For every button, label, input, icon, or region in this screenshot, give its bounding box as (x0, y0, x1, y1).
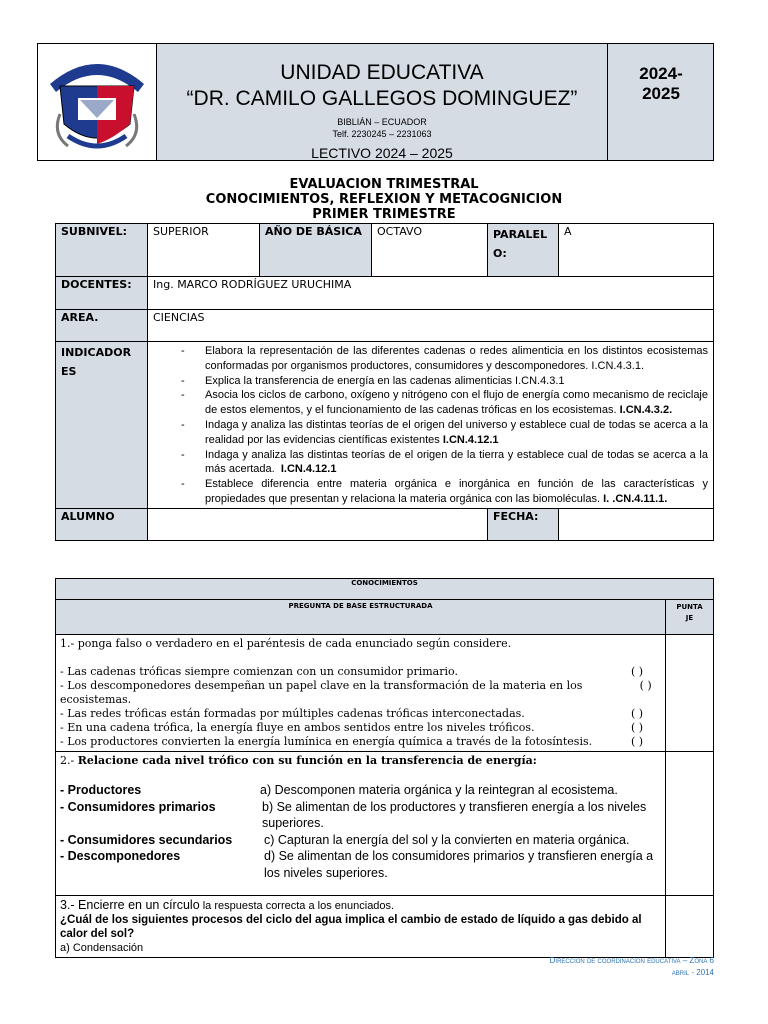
col-points-header (666, 600, 714, 635)
answer-parentheses[interactable]: ( ) (631, 707, 644, 720)
q1-points-cell[interactable] (666, 635, 714, 752)
school-name-line1: UNIDAD EDUCATIVA (280, 61, 484, 84)
q1-prompt: 1.- ponga falso o verdadero en el paréntesis de cada enunciado según considere. (60, 637, 512, 650)
q2-pair: - Productores a) Descomponen materia orgánica y la reintegran al ecosistema. (60, 783, 618, 797)
question-3 (56, 896, 666, 958)
q2-prompt: 2.- Relacione cada nivel trófico con su función en la transferencia de energía: (60, 754, 537, 767)
col-points-line2: JE (685, 614, 694, 622)
exam-title-line2: CONOCIMIENTOS, REFLEXION Y METACOGNICION (205, 192, 563, 207)
alumno-field[interactable] (148, 508, 488, 540)
q2-pair: - Consumidores secundarios c) Capturan la energía del sol y la convierten en materia orgánica. (60, 832, 630, 847)
indicadores-label (56, 342, 148, 509)
q3-prompt: 3.- Encierre en un círculo la respuesta correcta a los enunciados. (60, 898, 395, 912)
docentes-value: Ing. MARCO RODRÍGUEZ URUCHIMA (148, 277, 714, 310)
paralelo-label-line2: O: (493, 247, 507, 260)
q1-item: - Los productores convierten la energía lumínica en energía química a través de la fotosíntesis. ( ) (60, 735, 661, 749)
q1-item: - Los descomponedores desempeñan un papel clave en la transformación de la materia en los ecosistemas. ( ) (60, 679, 661, 707)
subnivel-value: SUPERIOR (148, 224, 260, 277)
answer-parentheses[interactable]: ( ) (631, 665, 644, 678)
q2-pair: - Descomponedores d) Se alimentan de los consumidores primarios y transfieren energía a los niveles superiores. (60, 849, 654, 880)
school-header (37, 43, 714, 161)
q1-item: - En una cadena trófica, la energía fluye en ambos sentidos entre los niveles tróficos. ( ) (60, 721, 661, 735)
question-2 (56, 752, 666, 896)
footer-line1: Dirección de coordinación educativa – Zona 6 (549, 956, 714, 965)
indicador-item: - Establece diferencia entre materia orgánica e inorgánica en función de las características y propiedades que presentan y relaciona la materia orgánica con las biomoléculas. I. .CN.4.11.1. (167, 477, 708, 507)
footer-line2: abril - 2014 (671, 968, 714, 977)
school-phone: Telf. 2230245 – 2231063 (332, 129, 432, 139)
indicadores-cell (148, 342, 714, 509)
paralelo-label-line1: PARALEL (493, 228, 548, 241)
fecha-label: FECHA: (488, 508, 559, 540)
indicador-item: - Indaga y analiza las distintas teorías de el origen del universo y establece cual de todas se acerca a la realidad por las evidencias científicas existentes I.CN.4.12.1 (167, 418, 708, 448)
ano-basica-value: OCTAVO (372, 224, 488, 277)
school-location: BIBLIÁN – ECUADOR (337, 117, 427, 127)
year-bottom: 2025 (642, 84, 680, 103)
school-logo (38, 44, 157, 160)
col-question-header: PREGUNTA DE BASE ESTRUCTURADA (56, 600, 666, 635)
school-name-line2: “DR. CAMILO GALLEGOS DOMINGUEZ” (186, 87, 578, 110)
student-info-table (55, 223, 714, 541)
q3-option-a[interactable]: a) Condensación (60, 942, 144, 954)
fecha-field[interactable] (559, 508, 714, 540)
paralelo-label (488, 224, 559, 277)
q3-question: ¿Cuál de los siguientes procesos del ciclo del agua implica el cambio de estado de líquido a gas debido al calor del sol? (60, 914, 642, 940)
indicadores-list (153, 344, 708, 507)
area-label: AREA. (56, 310, 148, 342)
indicador-item: - Explica la transferencia de energía en las cadenas alimenticias I.CN.4.3.1 (167, 374, 708, 389)
year-cell (608, 44, 714, 160)
school-title-cell (157, 44, 608, 160)
exam-title-line1: EVALUACION TRIMESTRAL (289, 177, 479, 192)
questions-table (55, 578, 714, 958)
area-value: CIENCIAS (148, 310, 714, 342)
page-footer (550, 955, 714, 979)
indicadores-label-line2: ES (61, 365, 77, 378)
ano-basica-label: AÑO DE BÁSICA (260, 224, 372, 277)
answer-parentheses[interactable]: ( ) (631, 735, 644, 748)
school-period: LECTIVO 2024 – 2025 (311, 145, 453, 161)
question-1 (56, 635, 666, 752)
indicador-item: - Indaga y analiza las distintas teorías de el origen de la tierra y establece cual de todas se acerca a la más acertada. I.CN.4.12.1 (167, 448, 708, 478)
q2-pair: - Consumidores primarios b) Se alimentan de los productores y transfieren energía a los niveles superiores. (60, 799, 647, 830)
year-top: 2024- (639, 64, 683, 83)
q2-points-cell[interactable] (666, 752, 714, 896)
subnivel-label: SUBNIVEL: (56, 224, 148, 277)
answer-parentheses[interactable]: ( ) (631, 721, 644, 734)
q1-item: - Las cadenas tróficas siempre comienzan con un consumidor primario. ( ) (60, 665, 661, 679)
section-title: CONOCIMIENTOS (56, 579, 714, 600)
indicadores-label-line1: INDICADOR (61, 346, 132, 359)
answer-parentheses[interactable]: ( ) (639, 679, 652, 692)
alumno-label: ALUMNO (56, 508, 148, 540)
indicador-item: - Asocia los ciclos de carbono, oxígeno y nitrógeno con el flujo de energía como mecanismo de reciclaje de estos elementos, y el funcionamiento de las cadenas tróficas en los ecosistemas. I.CN.4.3.2. (167, 388, 708, 418)
q3-points-cell[interactable] (666, 896, 714, 958)
indicador-item: - Elabora la representación de las diferentes cadenas o redes alimenticia en los distintos ecosistemas conformadas por organismos productores, consumidores y descomponedores. I.CN.4.3.1. (167, 344, 708, 374)
paralelo-value: A (559, 224, 714, 277)
q1-item: - Las redes tróficas están formadas por múltiples cadenas tróficas interconectadas. ( ) (60, 707, 661, 721)
col-points-line1: PUNTA (676, 603, 703, 611)
school-crest-icon (38, 44, 156, 160)
exam-title-line3: PRIMER TRIMESTRE (312, 207, 456, 222)
docentes-label: DOCENTES: (56, 277, 148, 310)
